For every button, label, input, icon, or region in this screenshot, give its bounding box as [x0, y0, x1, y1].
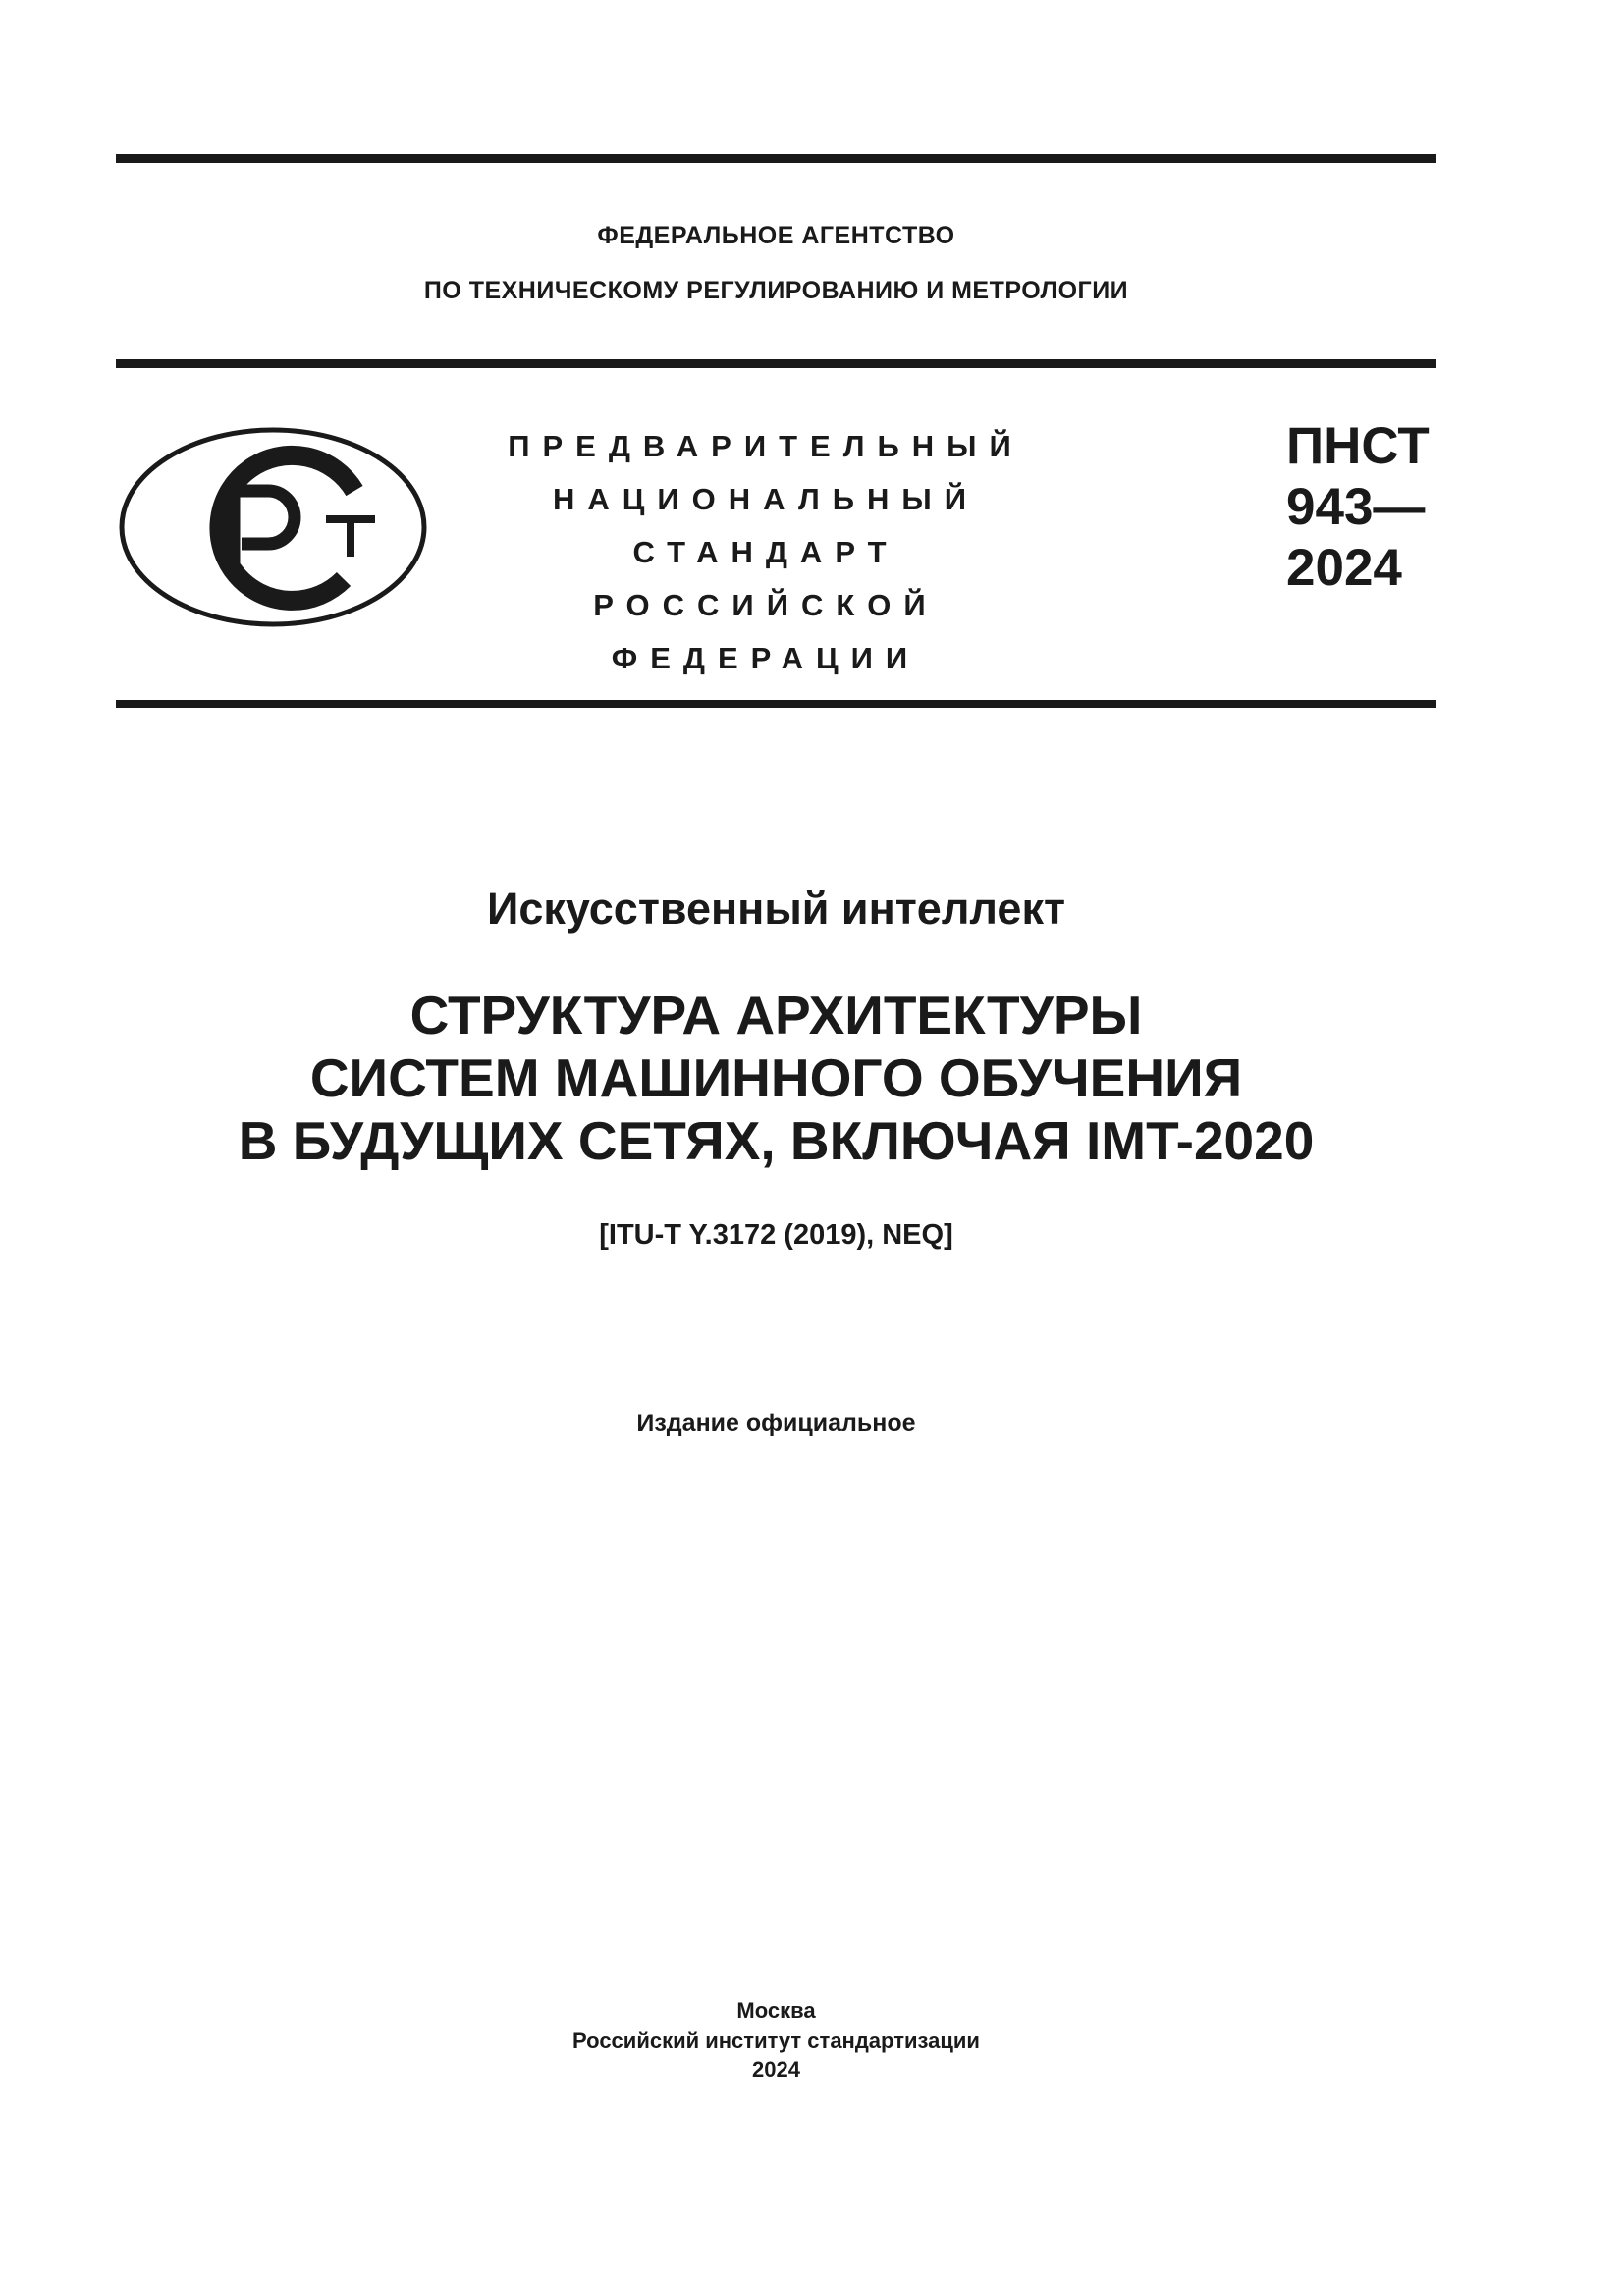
gost-r-certification-mark-icon	[116, 424, 430, 630]
top-rule	[116, 154, 1436, 163]
standard-type-line: ПРЕДВАРИТЕЛЬНЫЙ	[508, 429, 1024, 463]
designation-number: 943—	[1286, 478, 1426, 536]
standard-type-line: РОССИЙСКОЙ	[593, 588, 939, 622]
document-title	[116, 984, 1436, 1172]
designation-prefix: ПНСТ	[1286, 417, 1430, 475]
agency-name-line1: ФЕДЕРАЛЬНОЕ АГЕНТСТВО	[597, 222, 955, 249]
imprint-year: 2024	[752, 2057, 800, 2082]
imprint-city: Москва	[736, 1999, 816, 2023]
international-reference: [ITU-T Y.3172 (2019), NEQ]	[599, 1219, 953, 1251]
standard-type	[491, 420, 1041, 685]
standard-type-line: НАЦИОНАЛЬНЫЙ	[552, 482, 980, 516]
imprint-publisher: Российский институт стандартизации	[572, 2028, 980, 2053]
title-line: СИСТЕМ МАШИННОГО ОБУЧЕНИЯ	[309, 1047, 1243, 1108]
document-subtitle: Искусственный интеллект	[486, 883, 1066, 934]
header-rule	[116, 359, 1436, 368]
imprint	[116, 1997, 1436, 2085]
designation-year: 2024	[1286, 539, 1402, 597]
agency-name-line2: ПО ТЕХНИЧЕСКОМУ РЕГУЛИРОВАНИЮ И МЕТРОЛОГИИ	[423, 277, 1129, 304]
standard-type-line: ФЕДЕРАЦИИ	[611, 641, 921, 675]
standard-designation	[1286, 416, 1430, 599]
bottom-rule	[116, 700, 1436, 708]
standard-type-line: СТАНДАРТ	[632, 535, 899, 569]
edition-label: Издание официальное	[636, 1410, 916, 1437]
title-line: В БУДУЩИХ СЕТЯХ, ВКЛЮЧАЯ IMT-2020	[238, 1110, 1315, 1171]
title-line: СТРУКТУРА АРХИТЕКТУРЫ	[409, 985, 1143, 1045]
